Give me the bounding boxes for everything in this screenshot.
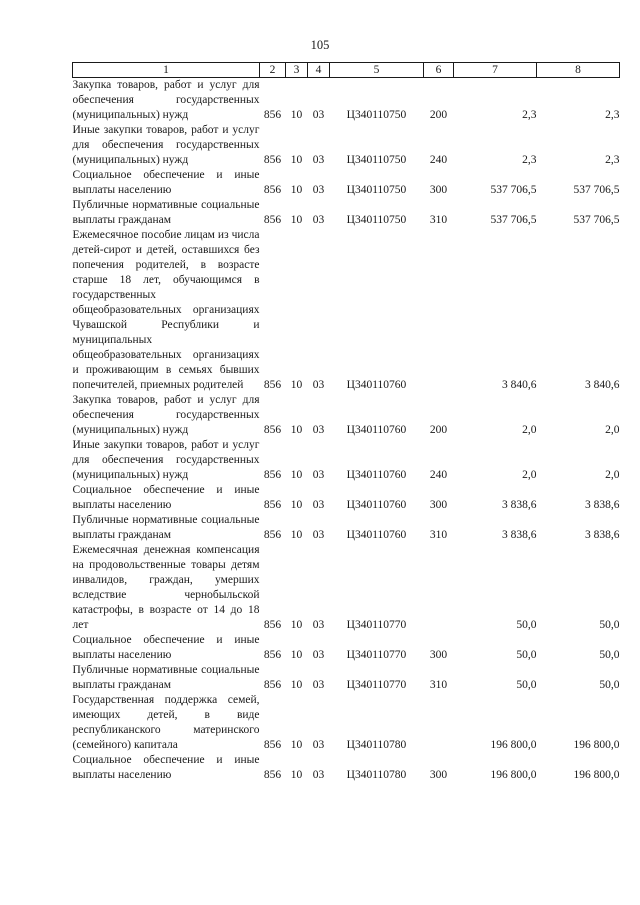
section-code: 10 [290, 109, 303, 121]
section-code: 10 [290, 499, 303, 511]
target-article: Ц340110750 [346, 154, 407, 166]
subsection-code: 03 [312, 469, 325, 481]
amount-year-2: 2,3 [605, 154, 620, 166]
expense-type: 300 [429, 499, 448, 511]
header-row [73, 63, 620, 78]
target-article: Ц340110780 [346, 769, 407, 781]
admin-code: 856 [263, 214, 282, 226]
amount-year-1: 2,3 [522, 109, 537, 121]
expense-type [424, 228, 454, 393]
section-code: 10 [290, 214, 303, 226]
section-code: 10 [290, 679, 303, 691]
admin-code: 856 [263, 379, 282, 391]
table-row [73, 483, 620, 513]
admin-code: 856 [263, 184, 282, 196]
admin-code: 856 [263, 679, 282, 691]
target-article: Ц340110760 [346, 499, 407, 511]
section-code: 10 [290, 739, 303, 751]
target-article: Ц340110770 [346, 619, 407, 631]
expense-type: 300 [429, 769, 448, 781]
column-header-4: 4 [308, 63, 330, 78]
item-name: Публичные нормативные социальные выплаты гражданам [72, 199, 260, 226]
amount-year-2: 3 838,6 [585, 499, 620, 511]
amount-year-2: 537 706,5 [573, 184, 620, 196]
amount-year-1: 537 706,5 [490, 184, 537, 196]
target-article: Ц340110780 [346, 739, 407, 751]
subsection-code: 03 [312, 214, 325, 226]
amount-year-2: 537 706,5 [573, 214, 620, 226]
admin-code: 856 [263, 769, 282, 781]
subsection-code: 03 [312, 649, 325, 661]
section-code: 10 [290, 184, 303, 196]
amount-year-1: 196 800,0 [490, 739, 537, 751]
target-article: Ц340110760 [346, 424, 407, 436]
table-row [73, 753, 620, 783]
amount-year-2: 2,0 [605, 424, 620, 436]
amount-year-1: 2,3 [522, 154, 537, 166]
column-header-5: 5 [330, 63, 424, 78]
expense-type: 310 [429, 214, 448, 226]
amount-year-2: 3 840,6 [585, 379, 620, 391]
admin-code: 856 [263, 499, 282, 511]
expense-type: 310 [429, 529, 448, 541]
column-header-2: 2 [260, 63, 286, 78]
item-name: Иные закупки товаров, работ и услуг для обеспечения государственных (муниципальных) нужд [72, 124, 260, 166]
expense-type: 200 [429, 424, 448, 436]
item-name: Закупка товаров, работ и услуг для обеспечения государственных (муниципальных) нужд [72, 394, 260, 436]
subsection-code: 03 [312, 529, 325, 541]
expense-type: 240 [429, 154, 448, 166]
table-row [73, 123, 620, 168]
item-name: Социальное обеспечение и иные выплаты населению [72, 754, 260, 781]
section-code: 10 [290, 529, 303, 541]
target-article: Ц340110750 [346, 214, 407, 226]
amount-year-1: 537 706,5 [490, 214, 537, 226]
admin-code: 856 [263, 649, 282, 661]
subsection-code: 03 [312, 379, 325, 391]
table-row [73, 513, 620, 543]
item-name: Закупка товаров, работ и услуг для обеспечения государственных (муниципальных) нужд [72, 79, 260, 121]
subsection-code: 03 [312, 679, 325, 691]
admin-code: 856 [263, 109, 282, 121]
admin-code: 856 [263, 424, 282, 436]
amount-year-2: 50,0 [599, 619, 620, 631]
amount-year-2: 196 800,0 [573, 769, 620, 781]
item-name: Публичные нормативные социальные выплаты гражданам [72, 664, 260, 691]
page-number: 105 [310, 38, 330, 52]
subsection-code: 03 [312, 184, 325, 196]
item-name: Социальное обеспечение и иные выплаты населению [72, 634, 260, 661]
item-name: Государственная поддержка семей, имеющих детей, в виде республиканского материнского (семейного) капитала [72, 694, 260, 751]
subsection-code: 03 [312, 109, 325, 121]
subsection-code: 03 [312, 424, 325, 436]
target-article: Ц340110750 [346, 109, 407, 121]
expense-type: 310 [429, 679, 448, 691]
table-row [73, 78, 620, 124]
expense-type: 240 [429, 469, 448, 481]
expense-type [424, 693, 454, 753]
table-row [73, 663, 620, 693]
amount-year-2: 50,0 [599, 679, 620, 691]
subsection-code: 03 [312, 499, 325, 511]
section-code: 10 [290, 769, 303, 781]
amount-year-2: 50,0 [599, 649, 620, 661]
expense-type: 200 [429, 109, 448, 121]
item-name: Ежемесячное пособие лицам из числа детей-сирот и детей, оставшихся без попечения родителей, в возрасте старше 18 лет, обучающимся в государственных общеобразовательных организациях Чувашской Республики и муниципальных общеобразовательных организациях и проживающим в семьях бывших попечителей, приемных родителей [72, 229, 260, 391]
item-name: Социальное обеспечение и иные выплаты населению [72, 169, 260, 196]
section-code: 10 [290, 154, 303, 166]
target-article: Ц340110770 [346, 679, 407, 691]
budget-table [72, 62, 620, 783]
amount-year-2: 3 838,6 [585, 529, 620, 541]
column-header-3: 3 [286, 63, 308, 78]
table-body [73, 78, 620, 784]
section-code: 10 [290, 649, 303, 661]
amount-year-1: 50,0 [516, 649, 537, 661]
target-article: Ц340110760 [346, 529, 407, 541]
amount-year-1: 3 838,6 [502, 499, 537, 511]
amount-year-1: 3 838,6 [502, 529, 537, 541]
amount-year-2: 2,0 [605, 469, 620, 481]
column-header-1: 1 [73, 63, 260, 78]
section-code: 10 [290, 469, 303, 481]
section-code: 10 [290, 424, 303, 436]
item-name: Иные закупки товаров, работ и услуг для обеспечения государственных (муниципальных) нужд [72, 439, 260, 481]
amount-year-1: 2,0 [522, 424, 537, 436]
amount-year-2: 2,3 [605, 109, 620, 121]
expense-type: 300 [429, 649, 448, 661]
target-article: Ц340110760 [346, 469, 407, 481]
table-row [73, 198, 620, 228]
admin-code: 856 [263, 529, 282, 541]
expense-type [424, 543, 454, 633]
target-article: Ц340110770 [346, 649, 407, 661]
table-row [73, 228, 620, 393]
table-row [73, 393, 620, 438]
amount-year-1: 3 840,6 [502, 379, 537, 391]
table-row [73, 633, 620, 663]
subsection-code: 03 [312, 739, 325, 751]
table-row [73, 438, 620, 483]
column-header-7: 7 [454, 63, 537, 78]
item-name: Социальное обеспечение и иные выплаты населению [72, 484, 260, 511]
subsection-code: 03 [312, 154, 325, 166]
amount-year-1: 2,0 [522, 469, 537, 481]
table-row [73, 693, 620, 753]
amount-year-1: 50,0 [516, 619, 537, 631]
section-code: 10 [290, 619, 303, 631]
admin-code: 856 [263, 154, 282, 166]
admin-code: 856 [263, 619, 282, 631]
table-row [73, 543, 620, 633]
table-row [73, 168, 620, 198]
target-article: Ц340110760 [346, 379, 407, 391]
admin-code: 856 [263, 469, 282, 481]
section-code: 10 [290, 379, 303, 391]
admin-code: 856 [263, 739, 282, 751]
column-header-6: 6 [424, 63, 454, 78]
target-article: Ц340110750 [346, 184, 407, 196]
amount-year-1: 50,0 [516, 679, 537, 691]
column-header-8: 8 [537, 63, 620, 78]
amount-year-2: 196 800,0 [573, 739, 620, 751]
amount-year-1: 196 800,0 [490, 769, 537, 781]
expense-type: 300 [429, 184, 448, 196]
item-name: Публичные нормативные социальные выплаты гражданам [72, 514, 260, 541]
item-name: Ежемесячная денежная компенсация на продовольственные товары детям инвалидов, граждан, умерших вследствие чернобыльской катастрофы, в возрасте от 14 до 18 лет [72, 544, 260, 631]
subsection-code: 03 [312, 619, 325, 631]
subsection-code: 03 [312, 769, 325, 781]
